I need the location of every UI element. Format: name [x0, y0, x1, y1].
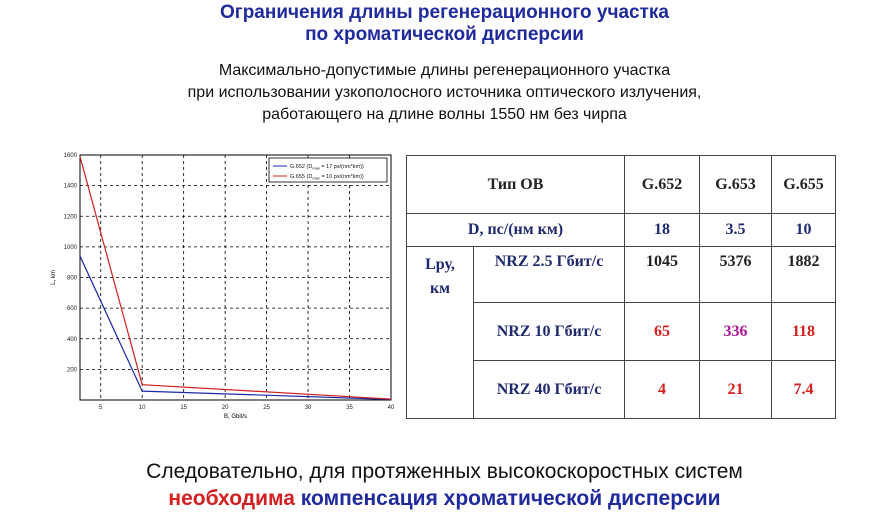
x-tick-label: 5 — [99, 405, 103, 411]
y-tick-label: 1600 — [63, 153, 77, 159]
conclusion-highlight: необходима — [168, 487, 295, 510]
table-row — [407, 247, 836, 303]
cell-value: 65 — [625, 303, 700, 361]
table-header-row — [407, 156, 836, 214]
x-tick-label: 15 — [180, 405, 188, 411]
cell-value: 118 — [772, 303, 836, 361]
x-tick-label: 30 — [304, 405, 312, 411]
conclusion-line-1: Следовательно, для протяженных высокоскоростных систем — [146, 460, 743, 483]
y-tick-label: 200 — [66, 367, 77, 374]
x-tick-label: 10 — [138, 405, 146, 411]
column-g655: G.655 — [772, 156, 836, 214]
x-axis-label: B, Gbit/s — [223, 414, 248, 420]
length-label: Lру, — [425, 256, 455, 273]
dispersion-row — [407, 214, 836, 247]
conclusion-rest: компенсация хроматической дисперсии — [294, 487, 721, 510]
row-label-nrz-40: NRZ 40 Гбит/с — [474, 361, 625, 419]
x-tick-label: 40 — [387, 405, 395, 411]
chart-ticks — [64, 153, 395, 411]
subtitle-line-1: Максимально-допустимые длины регенерационного участка — [218, 62, 671, 79]
x-tick-label: 25 — [263, 405, 270, 411]
column-g653: G.653 — [700, 156, 772, 214]
dispersion-value-g653: 3.5 — [700, 214, 772, 247]
legend-label: G.652 ($D_{max} = 17$ ps/(nm*km)) — [290, 164, 364, 171]
chart-series — [80, 157, 391, 400]
cell-value: 7.4 — [772, 361, 836, 419]
row-label-nrz-10: NRZ 10 Гбит/с — [474, 303, 625, 361]
y-tick-label: 1200 — [63, 214, 77, 221]
conclusion-line-2 — [0, 487, 889, 511]
legend-label: G.655 ($D_{max} = 10$ ps/(nm*km)) — [290, 174, 364, 181]
dispersion-value-g655: 10 — [772, 214, 836, 247]
dispersion-value-g652: 18 — [625, 214, 700, 247]
fiber-type-header: Тип ОВ — [407, 156, 625, 214]
y-tick-label: 800 — [66, 275, 77, 282]
x-tick-label: 35 — [346, 405, 353, 411]
cell-value: 21 — [700, 361, 772, 419]
fiber-spec-table — [406, 155, 836, 419]
chart-legend — [269, 158, 387, 182]
x-tick-label: 20 — [221, 405, 229, 411]
title-line-1: Ограничения длины регенерационного участка — [220, 2, 669, 23]
y-axis-label: L, km — [51, 270, 57, 285]
length-group-label — [407, 247, 474, 419]
length-unit: км — [429, 280, 451, 297]
subtitle-line-3: работающего на длине волны 1550 нм без чирпа — [262, 106, 627, 123]
dispersion-chart — [40, 148, 400, 428]
chart-grid — [80, 155, 391, 400]
y-tick-label: 400 — [66, 336, 77, 343]
cell-value: 1882 — [772, 247, 836, 303]
cell-value: 5376 — [700, 247, 772, 303]
column-g652: G.652 — [625, 156, 700, 214]
y-tick-label: 1000 — [63, 244, 77, 251]
title-line-2: по хроматической дисперсии — [305, 24, 584, 45]
row-label-nrz-2-5: NRZ 2.5 Гбит/с — [474, 247, 625, 303]
cell-value: 1045 — [625, 247, 700, 303]
y-tick-label: 1400 — [63, 183, 77, 190]
cell-value: 4 — [625, 361, 700, 419]
cell-value: 336 — [700, 303, 772, 361]
y-tick-label: 600 — [66, 306, 77, 313]
dispersion-label: D, пс/(нм км) — [407, 214, 625, 247]
subtitle-line-2: при использовании узкополосного источника оптического излучения, — [187, 84, 702, 101]
